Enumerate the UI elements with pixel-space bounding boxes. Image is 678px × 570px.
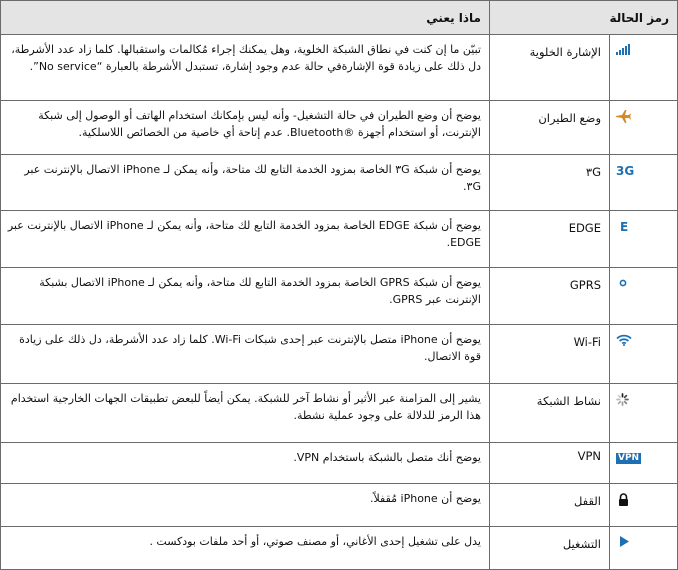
lock-icon (616, 493, 629, 506)
status-name: VPN (489, 443, 609, 484)
status-description: يوضح أن وضع الطيران في حالة التشغيل- وأنه ليس بإمكانك استخدام الهاتف أو الوصول إلى شبكة الإنترنت، أو استخدام أجهزة ®Bluetooth. عدم إتاحة أي خاصية من الخصائص اللاسلكية. (0, 101, 489, 155)
airplane-icon (616, 110, 631, 123)
edge-icon: E (620, 220, 629, 234)
status-name: التشغيل (489, 527, 609, 570)
status-name: ٣G (489, 155, 609, 211)
table-header-row (0, 1, 677, 35)
status-description: يوضح أن iPhone متصل بالإنترنت عبر إحدى شبكات Wi-Fi. كلما زاد عدد الأشرطة، دل ذلك على زيادة قوة الاتصال. (0, 325, 489, 384)
table-row (0, 484, 677, 527)
header-status-icon: رمز الحالة (489, 1, 677, 35)
status-name: وضع الطيران (489, 101, 609, 155)
status-description: يوضح أن iPhone مُقفلاً. (0, 484, 489, 527)
table-row (0, 35, 677, 101)
status-description: يوضح أن شبكة ٣G الخاصة بمزود الخدمة التابع لك متاحة، وأنه يمكن لـ iPhone الاتصال بالإنترنت عبر ٣G. (0, 155, 489, 211)
gprs-icon (616, 279, 627, 287)
status-description: يشير إلى المزامنة عبر الأثير أو نشاط آخر للشبكة. يمكن أيضاً للبعض تطبيقات الجهات الخارجية استخدام هذا الرمز للدلالة على وجود عملية نشطة. (0, 384, 489, 443)
status-description: يوضح أن شبكة GPRS الخاصة بمزود الخدمة التابع لك متاحة، وأنه يمكن لـ iPhone الاتصال بشبكة الإنترنت عبر GPRS. (0, 268, 489, 325)
table-row (0, 325, 677, 384)
table-row (0, 527, 677, 570)
table-row (0, 384, 677, 443)
table-row (0, 443, 677, 484)
status-name: نشاط الشبكة (489, 384, 609, 443)
play-icon (616, 536, 629, 547)
table-row (0, 211, 677, 268)
status-description: يدل على تشغيل إحدى الأغاني، أو مصنف صوتي، أو أحد ملفات بودكست . (0, 527, 489, 570)
3g-icon: 3G (616, 164, 635, 178)
table-row (0, 155, 677, 211)
status-name: القفل (489, 484, 609, 527)
status-name: Wi-Fi (489, 325, 609, 384)
status-description: يوضح أنك متصل بالشبكة باستخدام VPN. (0, 443, 489, 484)
wifi-icon (616, 334, 632, 346)
header-meaning: ماذا يعني (0, 1, 489, 35)
vpn-icon: VPN (618, 453, 640, 463)
table-row (0, 268, 677, 325)
cellular-signal-icon (616, 44, 630, 55)
status-name: GPRS (489, 268, 609, 325)
status-description: يوضح أن شبكة EDGE الخاصة بمزود الخدمة التابع لك متاحة، وأنه يمكن لـ iPhone الاتصال بالإنترنت عبر EDGE. (0, 211, 489, 268)
status-name: الإشارة الخلوية (489, 35, 609, 101)
status-description: تبيّن ما إن كنت في نطاق الشبكة الخلوية، وهل يمكنك إجراء مُكالمات واستقبالها. كلما زاد عدد الأشرطة، دل ذلك على زيادة قوة الإشارةفي حالة عدم وجود إشارة، تستبدل الأشرطة بالعبارة “No service”. (0, 35, 489, 101)
network-activity-icon (616, 393, 629, 406)
table-row (0, 101, 677, 155)
status-name: EDGE (489, 211, 609, 268)
